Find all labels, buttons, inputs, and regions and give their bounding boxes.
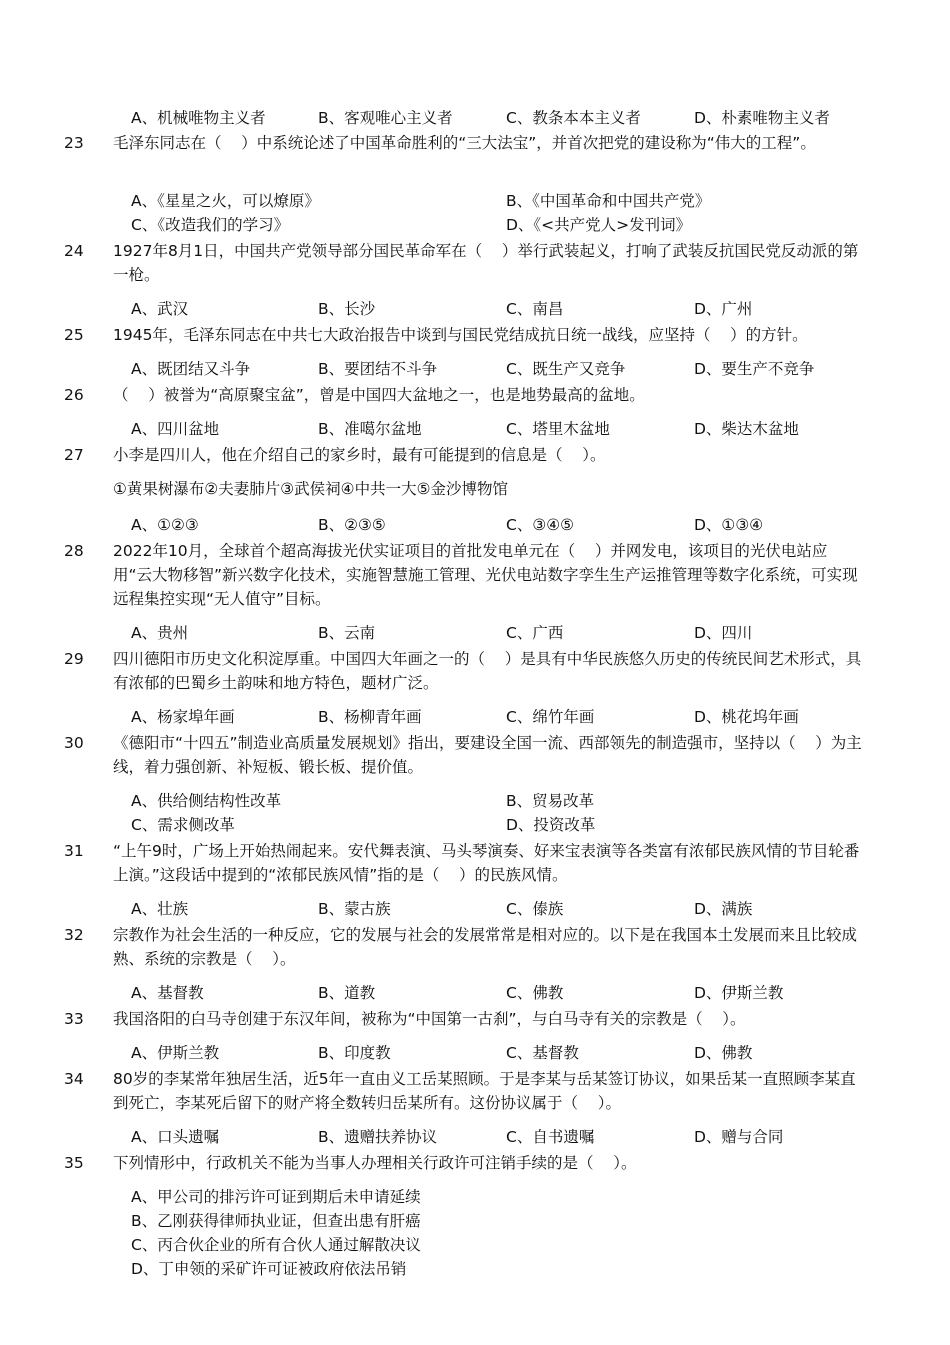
- question-text: 1927年8月1日，中国共产党领导部分国民革命军在（ ）举行武装起义，打响了武装反抗国民党反动派的第一枪。: [113, 242, 859, 284]
- question-text: 宗教作为社会生活的一种反应，它的发展与社会的发展常常是相对应的。以下是在我国本土发展而来且比较成熟、系统的宗教是（ ）。: [113, 926, 858, 968]
- q26-option-b: B、准噶尔盆地: [318, 420, 422, 438]
- question-text: 2022年10月，全球首个超高海拔光伏实证项目的首批发电单元在（ ）并网发电，该项目的光伏电站应用“云大物移智”新兴数字化技术，实施智慧施工管理、光伏电站数字孪生生产运推管理等数字化系统，可实现远程集控实现“无人值守”目标。: [113, 542, 858, 608]
- q28-option-b: B、云南: [318, 624, 376, 642]
- q34-options: [131, 1126, 881, 1148]
- q24-option-c: C、南昌: [506, 300, 564, 318]
- q23-option-c: C、《改造我们的学习》: [131, 216, 290, 234]
- q23-option-a: A、《星星之火，可以燎原》: [131, 192, 320, 210]
- q33-option-d: D、佛教: [694, 1044, 753, 1062]
- q32-option-c: C、佛教: [506, 984, 564, 1002]
- q25-options: [131, 358, 881, 380]
- q35-option-d: D、丁申领的采矿许可证被政府依法吊销: [131, 1260, 407, 1278]
- q26-option-a: A、四川盆地: [131, 420, 220, 438]
- q29-options: [131, 706, 881, 728]
- q29-option-c: C、绵竹年画: [506, 708, 595, 726]
- question-number: 24: [64, 242, 84, 260]
- q26-option-c: C、塔里木盆地: [506, 420, 610, 438]
- q25-option-a: A、既团结又斗争: [131, 360, 251, 378]
- q24-option-a: A、武汉: [131, 300, 189, 318]
- q28-options: [131, 622, 881, 644]
- q33-options: [131, 1042, 881, 1064]
- q35-option-c: C、丙合伙企业的所有合伙人通过解散决议: [131, 1236, 421, 1254]
- q30-option-a: A、供给侧结构性改革: [131, 792, 282, 810]
- q30-option-d: D、投资改革: [506, 816, 596, 834]
- question-number: 26: [64, 386, 84, 404]
- q31-option-a: A、壮族: [131, 900, 189, 918]
- q25-option-d: D、要生产不竞争: [694, 360, 815, 378]
- q27-statements: ①黄果树瀑布②夫妻肺片③武侯祠④中共一大⑤金沙博物馆: [113, 480, 508, 498]
- q28-option-a: A、贵州: [131, 624, 189, 642]
- question-text: “上午9时，广场上开始热闹起来。安代舞表演、马头琴演奏、好来宝表演等各类富有浓郁民族风情的节目轮番上演。”这段话中提到的“浓郁民族风情”指的是（ ）的民族风情。: [113, 842, 860, 884]
- q25-option-b: B、要团结不斗争: [318, 360, 438, 378]
- question-text: 我国洛阳的白马寺创建于东汉年间，被称为“中国第一古刹”，与白马寺有关的宗教是（ ）。: [113, 1010, 746, 1028]
- question-text: 1945年，毛泽东同志在中共七大政治报告中谈到与国民党结成抗日统一战线，应坚持（ ）的方针。: [113, 326, 808, 344]
- q34-option-d: D、赠与合同: [694, 1128, 784, 1146]
- question-number: 35: [64, 1154, 84, 1172]
- q22-option-a: A、机械唯物主义者: [131, 109, 266, 127]
- q30-option-b: B、贸易改革: [506, 792, 595, 810]
- q31-option-b: B、蒙古族: [318, 900, 391, 918]
- q33-option-a: A、伊斯兰教: [131, 1044, 220, 1062]
- q29-option-d: D、桃花坞年画: [694, 708, 799, 726]
- question-text: 小李是四川人，他在介绍自己的家乡时，最有可能提到的信息是（ ）。: [113, 446, 606, 464]
- question-text: 《德阳市“十四五”制造业高质量发展规划》指出，要建设全国一流、西部领先的制造强市，坚持以（ ）为主线，着力强创新、补短板、锻长板、提价值。: [113, 734, 862, 776]
- q23-option-b: B、《中国革命和中国共产党》: [506, 192, 711, 210]
- q30-option-c: C、需求侧改革: [131, 816, 235, 834]
- q22-option-c: C、教条本本主义者: [506, 109, 641, 127]
- question-text: 毛泽东同志在（ ）中系统论述了中国革命胜利的“三大法宝”，并首次把党的建设称为“伟大的工程”。: [113, 134, 816, 152]
- q24-option-b: B、长沙: [318, 300, 376, 318]
- question-text: 下列情形中，行政机关不能为当事人办理相关行政许可注销手续的是（ ）。: [113, 1154, 637, 1172]
- question-text: 四川德阳市历史文化积淀厚重。中国四大年画之一的（ ）是具有中华民族悠久历史的传统民间艺术形式，具有浓郁的巴蜀乡土韵味和地方特色，题材广泛。: [113, 650, 862, 692]
- q27-option-a: A、①②③: [131, 516, 199, 534]
- q22-option-d: D、朴素唯物主义者: [694, 109, 830, 127]
- question-number: 29: [64, 650, 84, 668]
- q28-option-d: D、四川: [694, 624, 753, 642]
- q22-options: [131, 107, 881, 129]
- q31-option-c: C、傣族: [506, 900, 564, 918]
- q25-option-c: C、既生产又竞争: [506, 360, 626, 378]
- q32-option-a: A、基督教: [131, 984, 204, 1002]
- q26-option-d: D、柴达木盆地: [694, 420, 799, 438]
- question-number: 30: [64, 734, 84, 752]
- q34-option-c: C、自书遗嘱: [506, 1128, 595, 1146]
- q33-option-b: B、印度教: [318, 1044, 391, 1062]
- q27-option-d: D、①③④: [694, 516, 764, 534]
- q32-options: [131, 982, 881, 1004]
- question-number: 25: [64, 326, 84, 344]
- q33-option-c: C、基督教: [506, 1044, 579, 1062]
- q35-option-a: A、甲公司的排污许可证到期后未申请延续: [131, 1188, 421, 1206]
- question-number: 31: [64, 842, 84, 860]
- question-number: 28: [64, 542, 84, 560]
- question-number: 27: [64, 446, 84, 464]
- q22-option-b: B、客观唯心主义者: [318, 109, 453, 127]
- q28-option-c: C、广西: [506, 624, 564, 642]
- q31-option-d: D、满族: [694, 900, 753, 918]
- q34-option-b: B、遗赠扶养协议: [318, 1128, 438, 1146]
- question-text: （ ）被誉为“高原聚宝盆”，曾是中国四大盆地之一，也是地势最高的盆地。: [113, 386, 645, 404]
- q27-option-b: B、②③⑤: [318, 516, 386, 534]
- q29-option-b: B、杨柳青年画: [318, 708, 422, 726]
- q34-option-a: A、口头遗嘱: [131, 1128, 220, 1146]
- q31-options: [131, 898, 881, 920]
- question-number: 34: [64, 1070, 84, 1088]
- q27-options: [131, 514, 881, 536]
- q27-option-c: C、③④⑤: [506, 516, 575, 534]
- question-number: 23: [64, 134, 84, 152]
- question-text: 80岁的李某常年独居生活，近5年一直由义工岳某照顾。于是李某与岳某签订协议，如果岳某一直照顾李某直到死亡，李某死后留下的财产将全数转归岳某所有。这份协议属于（ ）。: [113, 1070, 856, 1112]
- q32-option-d: D、伊斯兰教: [694, 984, 784, 1002]
- q23-option-d: D、《<共产党人>发刊词》: [506, 216, 692, 234]
- q35-option-b: B、乙刚获得律师执业证，但查出患有肝癌: [131, 1212, 421, 1230]
- q29-option-a: A、杨家埠年画: [131, 708, 235, 726]
- q24-option-d: D、广州: [694, 300, 753, 318]
- q26-options: [131, 418, 881, 440]
- q24-options: [131, 298, 881, 320]
- q32-option-b: B、道教: [318, 984, 376, 1002]
- question-number: 33: [64, 1010, 84, 1028]
- question-number: 32: [64, 926, 84, 944]
